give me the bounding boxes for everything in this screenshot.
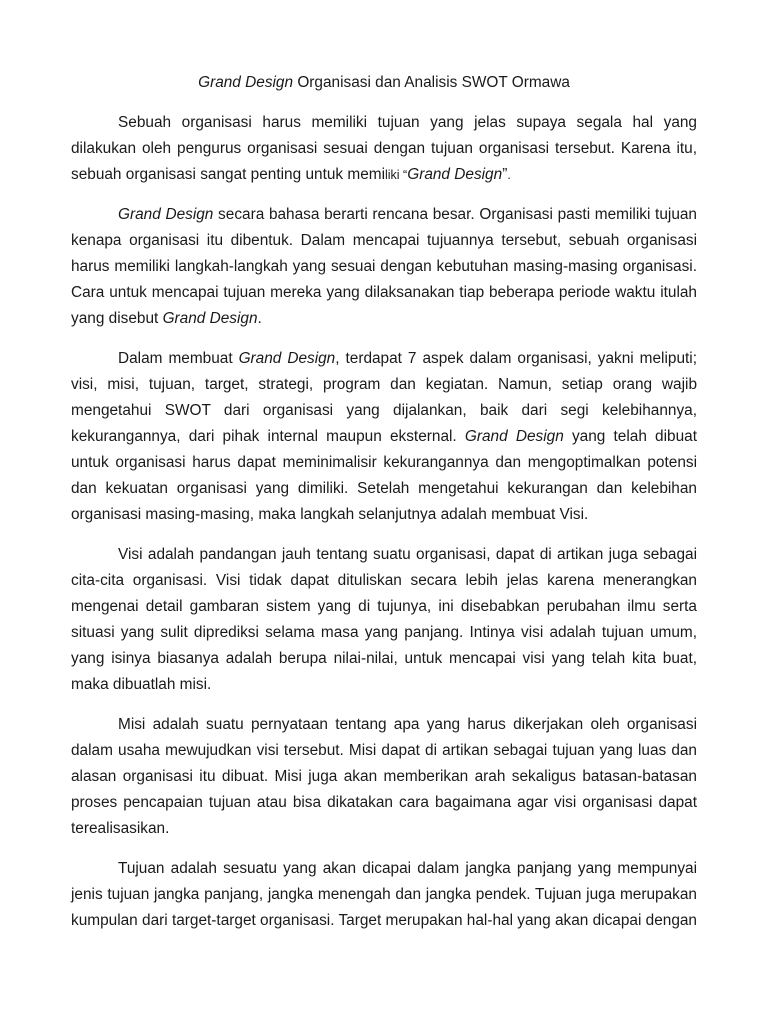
p3-text-1: Dalam membuat [118, 350, 239, 367]
document-title [71, 70, 697, 96]
p2-text: secara bahasa berarti rencana besar. Organisasi pasti memiliki tujuan kenapa organisasi itu dibentuk. Dalam mencapai tujuannya tersebut, sebuah organisasi harus memiliki langkah-langkah yang sesuai dengan kebutuhan masing-masing organisasi. Cara untuk mencapai tujuan mereka yang dilaksanakan tiap beberapa periode waktu itulah yang disebut [71, 206, 697, 327]
paragraph-3 [71, 346, 697, 528]
p1-italic-term: Grand Design [407, 166, 503, 183]
p1-small-text: liki “ [385, 168, 408, 182]
p3-italic-term-1: Grand Design [238, 350, 336, 367]
p1-end-period: . [507, 168, 511, 182]
p2-end: . [257, 310, 262, 327]
p2-italic-term-1: Grand Design [118, 206, 214, 223]
title-rest: Organisasi dan Analisis SWOT Ormawa [293, 74, 570, 91]
paragraph-5: Misi adalah suatu pernyataan tentang apa yang harus dikerjakan oleh organisasi dalam usaha mewujudkan visi tersebut. Misi dapat di artikan sebagai tujuan yang luas dan alasan organisasi itu dibuat. Misi juga akan memberikan arah sekaligus batasan-batasan proses pencapaian tujuan atau bisa dikatakan cara bagaimana agar visi organisasi dapat terealisasikan. [71, 716, 697, 837]
p1-end-quote: ” [502, 166, 508, 183]
p3-text-3: yang telah dibuat untuk organisasi harus dapat meminimalisir kekurangannya dan mengoptimalkan potensi dan kekuatan organisasi yang dimiliki. Setelah mengetahui kekurangan dan kelebihan organisasi masing-masing, maka langkah selanjutnya adalah membuat Visi. [71, 428, 697, 523]
p2-italic-term-2: Grand Design [162, 310, 258, 327]
title-italic: Grand Design [198, 74, 294, 91]
paragraph-2 [71, 202, 697, 332]
p1-text: Sebuah organisasi harus memiliki tujuan yang jelas supaya segala hal yang dilakukan oleh pengurus organisasi sesuai dengan tujuan organisasi tersebut. Karena itu, sebuah organisasi sangat penting untuk memi [71, 114, 697, 183]
p3-text-2: , terdapat 7 aspek dalam organisasi, yakni meliputi; visi, misi, tujuan, target, strategi, program dan kegiatan. Namun, setiap orang wajib mengetahui SWOT dari organisasi yang dijalankan, baik dari segi kelebihannya, kekurangannya, dari pihak internal maupun eksternal. [71, 350, 697, 445]
p3-italic-term-2: Grand Design [464, 428, 564, 445]
paragraph-1 [71, 110, 697, 188]
paragraph-4: Visi adalah pandangan jauh tentang suatu organisasi, dapat di artikan juga sebagai cita-cita organisasi. Visi tidak dapat dituliskan secara lebih jelas karena menerangkan mengenai detail gambaran sistem yang di tujunya, ini disebabkan perubahan ilmu serta situasi yang sulit diprediksi selama masa yang panjang. Intinya visi adalah tujuan umum, yang isinya biasanya adalah berupa nilai-nilai, untuk mencapai visi yang telah kita buat, maka dibuatlah misi. [71, 546, 697, 693]
paragraph-6: Tujuan adalah sesuatu yang akan dicapai dalam jangka panjang yang mempunyai jenis tujuan jangka panjang, jangka menengah dan jangka pendek. Tujuan juga merupakan kumpulan dari target-target organisasi. Target merupakan hal-hal yang akan dicapai dengan [71, 860, 697, 929]
